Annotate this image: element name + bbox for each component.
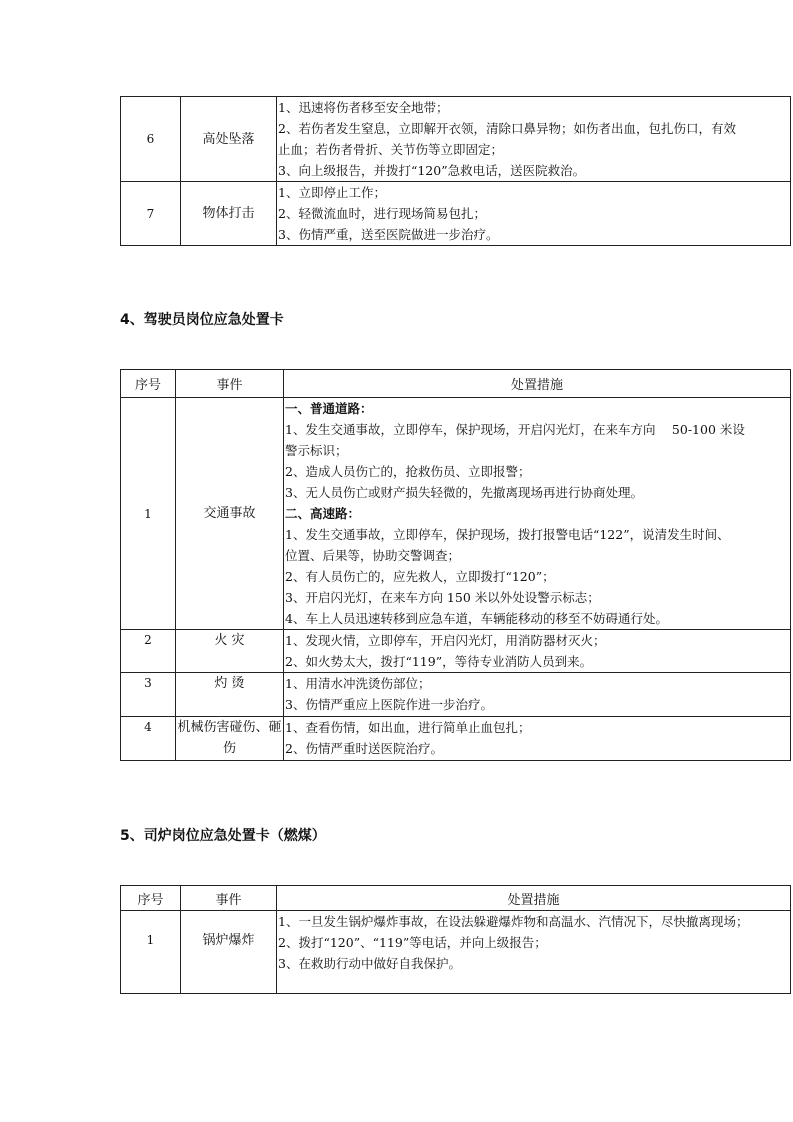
event-name: 锅炉爆炸 (181, 911, 277, 994)
row-number: 3 (121, 673, 176, 717)
header-action: 处置措施 (277, 886, 791, 911)
table-driver-emergency (120, 369, 791, 761)
action-line: 3、向上级报告，并拨打“120”急救电话，送医院救治。 (278, 163, 586, 178)
action-line: 3、在救助行动中做好自我保护。 (278, 956, 461, 971)
action-line: 1、用清水冲洗烫伤部位； (285, 676, 431, 691)
action-line: 1、查看伤情，如出血，进行简单止血包扎； (285, 720, 531, 735)
row-number: 4 (121, 717, 176, 761)
event-name: 高处坠落 (181, 97, 277, 182)
table-header-row (121, 886, 791, 911)
action-cell (277, 182, 791, 246)
header-event: 事件 (181, 886, 277, 911)
action-line: 3、开启闪光灯，在来车方向 150 米以外处设警示标志； (285, 590, 600, 605)
header-number: 序号 (121, 886, 181, 911)
action-line: 2、如火势太大，拨打“119”，等待专业消防人员到来。 (285, 654, 593, 669)
action-line: 2、若伤者发生窒息，立即解开衣领，清除口鼻异物；如伤者出血，包扎伤口，有效 (278, 121, 736, 136)
action-line: 1、发现火情，立即停车，开启闪光灯，用消防器材灭火； (285, 633, 606, 648)
event-name: 交通事故 (176, 398, 284, 630)
subheading-normal-road: 一、普通道路： (285, 401, 373, 416)
action-cell (277, 911, 791, 994)
header-number: 序号 (121, 370, 176, 398)
section-heading-driver: 4、驾驶员岗位应急处置卡 (120, 312, 284, 328)
header-action: 处置措施 (284, 370, 791, 398)
row-number: 1 (121, 911, 181, 994)
action-line: 2、有人员伤亡的，应先救人，立即拨打“120”； (285, 569, 555, 584)
action-line: 1、立即停止工作； (278, 185, 386, 200)
action-cell (284, 630, 791, 673)
table-row (121, 717, 791, 761)
action-line: 位置、后果等，协助交警调查； (285, 548, 461, 563)
row-number: 7 (121, 182, 181, 246)
event-name: 机械伤害碰伤、砸伤 (176, 717, 284, 761)
event-name: 火 灾 (176, 630, 284, 673)
action-line: 1、一旦发生锅炉爆炸事故，在设法躲避爆炸物和高温水、汽情况下，尽快撤离现场； (278, 914, 749, 929)
table-row (121, 630, 791, 673)
action-cell (284, 717, 791, 761)
action-line: 2、伤情严重时送医院治疗。 (285, 741, 443, 756)
header-event: 事件 (176, 370, 284, 398)
table-row (121, 182, 791, 246)
table-row (121, 398, 791, 630)
table-boiler-emergency (120, 885, 791, 994)
action-cell (284, 398, 791, 630)
table-row (121, 911, 791, 994)
action-line: 3、伤情严重，送至医院做进一步治疗。 (278, 227, 499, 242)
action-line: 2、拨打“120”、“119”等电话，并向上级报告； (278, 935, 547, 950)
row-number: 6 (121, 97, 181, 182)
table-row (121, 673, 791, 717)
row-number: 2 (121, 630, 176, 673)
action-cell (284, 673, 791, 717)
row-number: 1 (121, 398, 176, 630)
action-line: 1、发生交通事故，立即停车，保护现场，拨打报警电话“122”，说清发生时间、 (285, 527, 730, 542)
action-line: 3、伤情严重应上医院作进一步治疗。 (285, 697, 493, 712)
action-line: 1、迅速将伤者移至安全地带； (278, 100, 449, 115)
action-line: 警示标识； (285, 443, 348, 458)
action-line: 3、无人员伤亡或财产损失轻微的，先撤离现场再进行协商处理。 (285, 485, 643, 500)
subheading-highway: 二、高速路： (285, 506, 361, 521)
action-line: 止血；若伤者骨折、关节伤等立即固定； (278, 142, 504, 157)
action-line: 2、造成人员伤亡的，抢救伤员、立即报警； (285, 464, 531, 479)
action-line: 2、轻微流血时，进行现场简易包扎； (278, 206, 486, 221)
table-continued (120, 96, 791, 246)
section-heading-boiler: 5、司炉岗位应急处置卡（燃煤） (120, 828, 326, 844)
event-name: 物体打击 (181, 182, 277, 246)
action-line: 1、发生交通事故，立即停车，保护现场，开启闪光灯，在来车方向 50-100 米设 (285, 422, 745, 437)
table-row (121, 97, 791, 182)
table-header-row (121, 370, 791, 398)
action-cell (277, 97, 791, 182)
action-line: 4、车上人员迅速转移到应急车道，车辆能移动的移至不妨碍通行处。 (285, 611, 668, 626)
event-name: 灼 烫 (176, 673, 284, 717)
